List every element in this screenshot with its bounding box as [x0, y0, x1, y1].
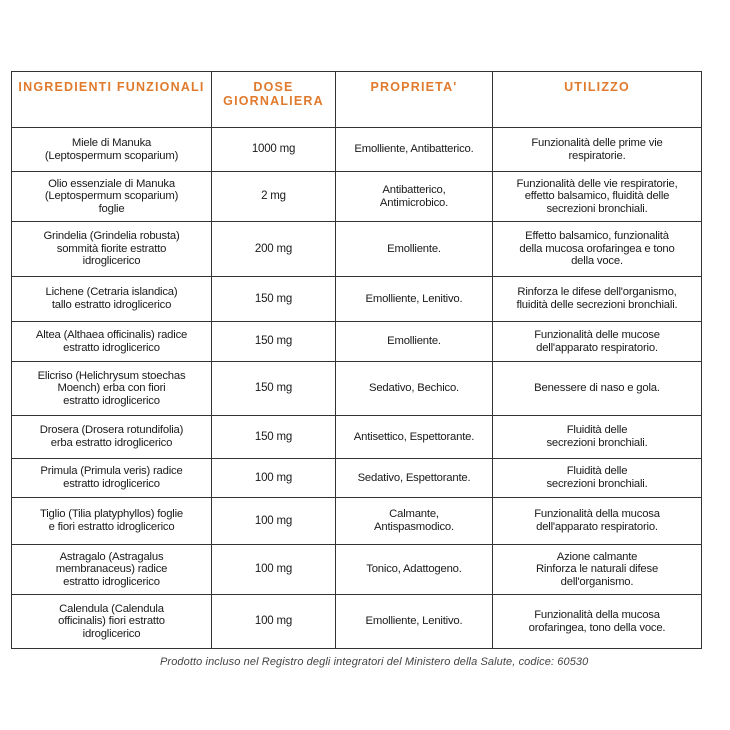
header-dose-line: GIORNALIERA — [223, 94, 324, 108]
dose-cell: 100 mg — [212, 498, 336, 545]
header-row — [12, 72, 702, 128]
usage-cell-line: dell'apparato respiratorio. — [536, 521, 658, 533]
header-properties-line: PROPRIETA' — [370, 80, 458, 94]
usage-cell — [493, 362, 702, 416]
usage-cell-line: effetto balsamico, fluidità delle — [524, 190, 670, 203]
usage-cell-line: della mucosa orofaringea e tono — [519, 242, 675, 255]
usage-cell-line: Funzionalità della mucosa — [534, 608, 660, 621]
properties-cell — [336, 498, 493, 545]
ingredient-cell-line: membranaceus) radice — [55, 563, 168, 576]
ingredient-cell — [12, 222, 212, 277]
usage-cell-line: secrezioni bronchiali. — [546, 437, 648, 449]
dose-cell: 150 mg — [212, 277, 336, 322]
properties-cell — [336, 172, 493, 222]
properties-cell — [336, 362, 493, 416]
ingredient-cell-line: Altea (Althaea officinalis) radice — [35, 328, 188, 341]
ingredient-cell-line: idroglicerico — [82, 255, 141, 268]
table-row — [12, 545, 702, 595]
header-properties — [336, 72, 493, 128]
dose-cell: 150 mg — [212, 362, 336, 416]
properties-cell — [336, 416, 493, 459]
header-ingredients — [12, 72, 212, 128]
usage-cell-line: della voce. — [571, 255, 623, 268]
usage-cell-line: secrezioni bronchiali. — [546, 478, 648, 490]
usage-cell-line: Funzionalità delle prime vie — [531, 136, 663, 149]
ingredient-cell — [12, 595, 212, 649]
ingredient-cell-line: tallo estratto idroglicerico — [51, 299, 172, 311]
usage-cell-line: Benessere di naso e gola. — [534, 382, 660, 395]
ingredient-cell — [12, 322, 212, 362]
ingredient-cell-line: e fiori estratto idroglicerico — [48, 521, 175, 533]
ingredient-cell-line: Tiglio (Tilia platyphyllos) foglie — [39, 508, 184, 521]
header-ingredients-line: FUNZIONALI — [116, 80, 205, 94]
usage-cell — [493, 498, 702, 545]
ingredient-cell-line: idroglicerico — [82, 627, 141, 640]
usage-cell — [493, 416, 702, 459]
properties-cell — [336, 595, 493, 649]
properties-cell-line: Antimicrobico. — [379, 196, 449, 209]
properties-cell-line: Emolliente, Lenitivo. — [365, 615, 463, 628]
ingredient-cell-line: Grindelia (Grindelia robusta) — [43, 230, 180, 243]
ingredient-cell — [12, 172, 212, 222]
dose-cell: 100 mg — [212, 545, 336, 595]
header-ingredients-line: INGREDIENTI — [18, 80, 113, 94]
usage-cell-line: Rinforza le difese dell'organismo, — [517, 286, 677, 299]
properties-cell — [336, 459, 493, 498]
usage-cell-line: secrezioni bronchiali. — [546, 202, 648, 215]
properties-cell-line: Antispasmodico. — [374, 521, 454, 533]
dose-cell: 200 mg — [212, 222, 336, 277]
properties-cell-line: Emolliente, Antibatterico. — [354, 143, 474, 156]
table-row — [12, 322, 702, 362]
usage-cell-line: Funzionalità delle mucose — [534, 328, 660, 341]
ingredient-cell-line: Elicriso (Helichrysum stoechas — [37, 369, 186, 382]
properties-cell-line: Emolliente. — [387, 242, 441, 255]
ingredient-cell — [12, 498, 212, 545]
dose-cell: 100 mg — [212, 595, 336, 649]
dose-cell: 1000 mg — [212, 128, 336, 172]
table-body — [12, 128, 702, 649]
ingredient-cell — [12, 545, 212, 595]
ingredient-cell-line: (Leptospermum scoparium) — [44, 190, 179, 203]
properties-cell-line: Tonico, Adattogeno. — [366, 563, 462, 576]
usage-cell-line: Funzionalità delle vie respiratorie, — [516, 177, 678, 190]
usage-cell — [493, 322, 702, 362]
usage-cell-line: Rinforza le naturali difese — [535, 563, 659, 576]
header-usage — [493, 72, 702, 128]
usage-cell-line: Fluidità delle — [566, 465, 628, 478]
usage-cell-line: Effetto balsamico, funzionalità — [525, 230, 669, 243]
table-row — [12, 362, 702, 416]
properties-cell — [336, 545, 493, 595]
usage-cell — [493, 545, 702, 595]
table-row — [12, 277, 702, 322]
ingredient-cell — [12, 277, 212, 322]
ingredient-cell — [12, 128, 212, 172]
properties-cell — [336, 277, 493, 322]
properties-cell-line: Antibatterico, — [382, 183, 446, 196]
properties-cell-line: Antisettico, Espettorante. — [353, 430, 475, 443]
usage-cell — [493, 459, 702, 498]
usage-cell-line: Funzionalità della mucosa — [534, 508, 660, 521]
ingredient-cell-line: (Leptospermum scoparium) — [44, 149, 179, 162]
ingredient-cell-line: sommità fiorite estratto — [56, 242, 167, 255]
ingredient-cell — [12, 362, 212, 416]
properties-cell-line: Calmante, — [389, 508, 439, 521]
ingredient-cell — [12, 416, 212, 459]
ingredient-cell-line: officinalis) fiori estratto — [58, 615, 165, 628]
ingredient-cell-line: Calendula (Calendula — [59, 602, 164, 615]
properties-cell — [336, 222, 493, 277]
ingredient-cell-line: Lichene (Cetraria islandica) — [45, 286, 178, 299]
properties-cell-line: Emolliente. — [387, 335, 441, 348]
ingredient-cell-line: Olio essenziale di Manuka — [48, 177, 175, 190]
ingredient-cell-line: Astragalo (Astragalus — [59, 550, 164, 563]
ingredient-cell-line: estratto idroglicerico — [63, 575, 160, 588]
properties-cell — [336, 128, 493, 172]
usage-cell-line: orofaringea, tono della voce. — [528, 621, 666, 634]
header-usage-line: UTILIZZO — [564, 80, 630, 94]
table-row — [12, 498, 702, 545]
usage-cell-line: respiratorie. — [568, 149, 626, 162]
usage-cell-line: dell'organismo. — [560, 575, 634, 588]
table-row — [12, 172, 702, 222]
dose-cell: 2 mg — [212, 172, 336, 222]
dose-cell: 150 mg — [212, 416, 336, 459]
usage-cell — [493, 595, 702, 649]
ingredient-cell-line: Moench) erba con fiori — [57, 382, 166, 395]
table-row — [12, 595, 702, 649]
usage-cell-line: fluidità delle secrezioni bronchiali. — [516, 299, 678, 311]
properties-cell-line: Emolliente, Lenitivo. — [365, 292, 463, 305]
usage-cell — [493, 172, 702, 222]
ingredient-cell-line: estratto idroglicerico — [63, 341, 160, 354]
usage-cell — [493, 222, 702, 277]
usage-cell-line: Fluidità delle — [566, 424, 628, 437]
table-row — [12, 128, 702, 172]
ingredient-cell-line: erba estratto idroglicerico — [50, 437, 173, 449]
properties-cell-line: Sedativo, Espettorante. — [357, 471, 471, 484]
ingredient-cell — [12, 459, 212, 498]
ingredients-table-container — [11, 71, 701, 649]
usage-cell-line: Azione calmante — [556, 550, 638, 563]
ingredient-cell-line: Drosera (Drosera rotundifolia) — [39, 424, 184, 437]
ingredient-cell-line: Miele di Manuka — [71, 136, 152, 149]
dose-cell: 150 mg — [212, 322, 336, 362]
properties-cell — [336, 322, 493, 362]
table-row — [12, 459, 702, 498]
ingredient-cell-line: foglie — [98, 202, 125, 215]
properties-cell-line: Sedativo, Bechico. — [369, 382, 459, 395]
ingredient-cell-line: estratto idroglicerico — [63, 478, 160, 490]
registry-footnote: Prodotto incluso nel Registro degli integratori del Ministero della Salute, codice: 60530 — [160, 656, 589, 668]
ingredient-cell-line: estratto idroglicerico — [63, 394, 160, 407]
table-row — [12, 222, 702, 277]
dose-cell: 100 mg — [212, 459, 336, 498]
usage-cell — [493, 128, 702, 172]
table-row — [12, 416, 702, 459]
ingredient-cell-line: Primula (Primula veris) radice — [40, 465, 183, 478]
usage-cell-line: dell'apparato respiratorio. — [536, 341, 658, 354]
ingredients-table — [11, 71, 702, 649]
header-dose — [212, 72, 336, 128]
usage-cell — [493, 277, 702, 322]
header-dose-line: DOSE — [253, 80, 294, 94]
